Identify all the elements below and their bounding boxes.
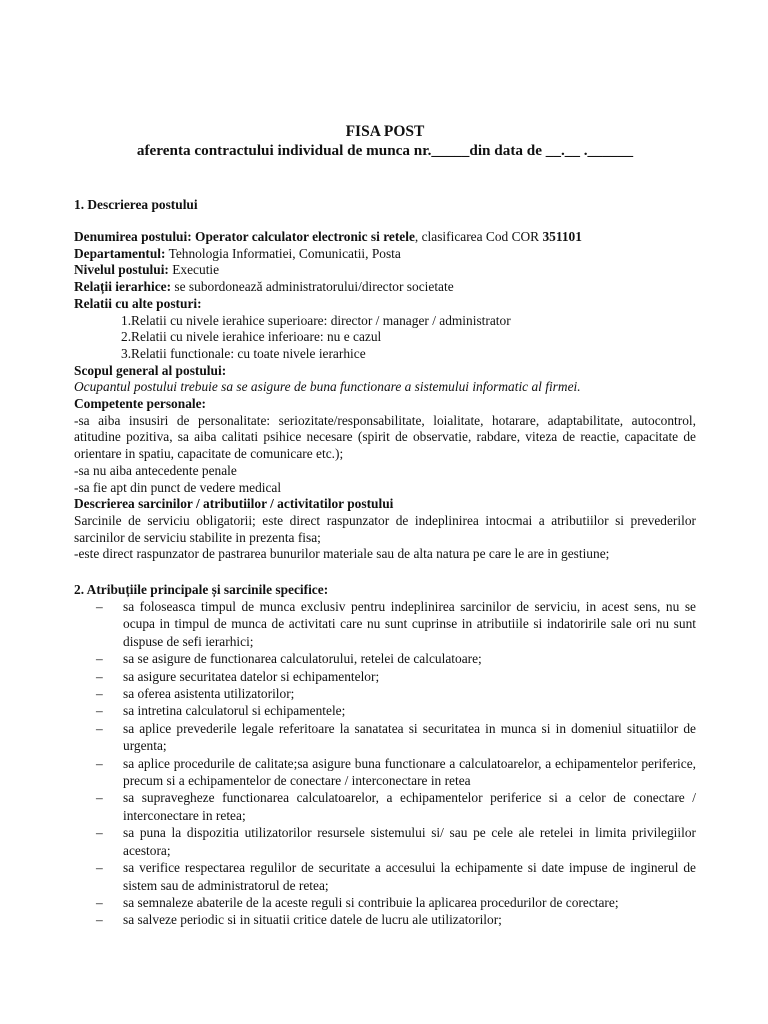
list-item [74,720,696,755]
job-title-line [74,229,696,246]
list-item [74,859,696,894]
classification-text: , clasificarea Cod COR [414,229,540,244]
competences-item: -sa nu aiba antecedente penale [74,462,237,478]
document-title: FISA POST [345,123,425,140]
section-2-heading: 2. Atribuțiile principale și sarcinile specifice: [74,582,329,597]
list-item-text: sa asigure securitatea datelor si echipamentelor; [123,668,380,684]
list-item-text: sa supravegheze functionarea calculatoarelor, a echipamentelor periferice si a celor de conectare / interconectare in retea; [123,790,696,823]
list-item-text: sa se asigure de functionarea calculatorului, retelei de calculatoare; [123,651,482,667]
list-item [74,702,696,719]
list-item-text: sa verifice respectarea regulilor de securitate a accesului la echipamente si date impuse de inginerul de sistem sau de administratorul de retea; [123,860,696,893]
section-1-heading: 1. Descrierea postului [74,197,198,212]
competences-label: Competente personale: [74,396,207,412]
list-item-text: sa puna la dispozitia utilizatorilor resursele sistemului si/ sau pe cele ale retelei in limita privilegiilor acestora; [123,825,696,858]
section-1-body [74,229,696,563]
list-item [74,824,696,859]
level-label: Nivelul postului: [74,262,169,278]
list-item-text: sa semnaleze abaterile de la aceste reguli si contribuie la aplicarea procedurilor de corectare; [123,894,619,910]
list-item [74,668,696,685]
relation-item: 1.Relatii cu nivele ierahice superioare: director / manager / administrator [121,312,511,328]
cor-code: 351101 [542,229,582,244]
dash-bullet: – [96,860,103,876]
list-item [74,598,696,650]
dash-bullet: – [96,912,103,928]
list-item-text: sa foloseasca timpul de munca exclusiv pentru indeplinirea sarcinilor de serviciu, in acest sens, nu se ocupa in timpul de munca de activitati care nu sunt cuprinse in atributiile si indatoririle sale ori nu sunt dispuse de sefi ierarhici; [123,599,696,649]
list-item-text: sa intretina calculatorul si echipamentele; [123,703,346,719]
list-item-text: sa aplice procedurile de calitate;sa asigure buna functionare a calculatoarelor, a echipamentelor periferice, precum si a echipamentelor de conectare / interconectare in retea [123,755,696,789]
dash-bullet: – [96,720,103,736]
tasks-paragraph: Sarcinile de serviciu obligatorii; este direct raspunzator de indeplinirea intocmai a atributiilor si prevederilor sarcinilor de serviciu stabilite in prezenta fisa; [74,512,696,545]
relation-item: 2.Relatii cu nivele ierahice inferioare: nu e cazul [121,329,382,345]
hierarchy-line [74,279,696,296]
dash-bullet: – [96,755,103,771]
title-block [74,122,696,161]
dash-bullet: – [96,686,103,702]
relations-label: Relatii cu alte posturi: [74,295,202,311]
tasks-item: -este direct raspunzator de pastrarea bunurilor materiale sau de alta natura pe care le are in gestiune; [74,546,610,562]
level-value: Executie [172,262,220,278]
hierarchy-value: se subordonează administratorului/director societate [174,279,454,295]
duties-list [74,598,696,929]
list-item-text: sa oferea asistenta utilizatorilor; [123,686,295,702]
list-item [74,650,696,667]
purpose-label: Scopul general al postului: [74,362,227,378]
tasks-label: Descrierea sarcinilor / atributiilor / activitatilor postului [74,496,394,512]
competences-item: -sa fie apt din punct de vedere medical [74,479,282,495]
dash-bullet: – [96,651,103,667]
dash-bullet: – [96,703,103,719]
relation-item: 3.Relatii functionale: cu toate nivele ierarhice [121,345,366,361]
list-item [74,789,696,824]
dash-bullet: – [96,790,103,806]
dash-bullet: – [96,599,103,614]
competences-paragraph: -sa aiba insusiri de personalitate: seriozitate/responsabilitate, loialitate, hotarare, adaptabilitate, autocontrol, atitudine pozitiva, sa aiba calitati psihice necesare (spirit de observatie, rabdare, viteza de reactie, capacitate de orientare in spatiu, capacitate de comunicare etc.); [74,412,696,462]
dash-bullet: – [96,894,103,910]
document-subtitle: aferenta contractului individual de munca nr._____din data de __.__ .______ [136,142,634,159]
list-item-text: sa salveze periodic si in situatii critice datele de lucru ale utilizatorilor; [123,912,502,928]
department-value: Tehnologia Informatiei, Comunicatii, Posta [168,245,401,261]
purpose-text: Ocupantul postului trebuie sa se asigure de buna functionare a sistemului informatic al firmei. [74,379,581,395]
department-label: Departamentul: [74,245,166,261]
list-item [74,755,696,790]
list-item [74,685,696,702]
list-item [74,911,696,928]
dash-bullet: – [96,825,103,841]
list-item [74,894,696,911]
list-item-text: sa aplice prevederile legale referitoare la sanatatea si securitatea in munca si in domeniul situatiilor de urgenta; [123,720,696,754]
level-line [74,262,696,279]
dash-bullet: – [96,668,103,684]
department-line [74,246,696,263]
job-title-value: Operator calculator electronic si retele [195,229,415,244]
hierarchy-label: Relații ierarhice: [74,279,172,295]
job-title-label: Denumirea postului: [74,229,192,244]
